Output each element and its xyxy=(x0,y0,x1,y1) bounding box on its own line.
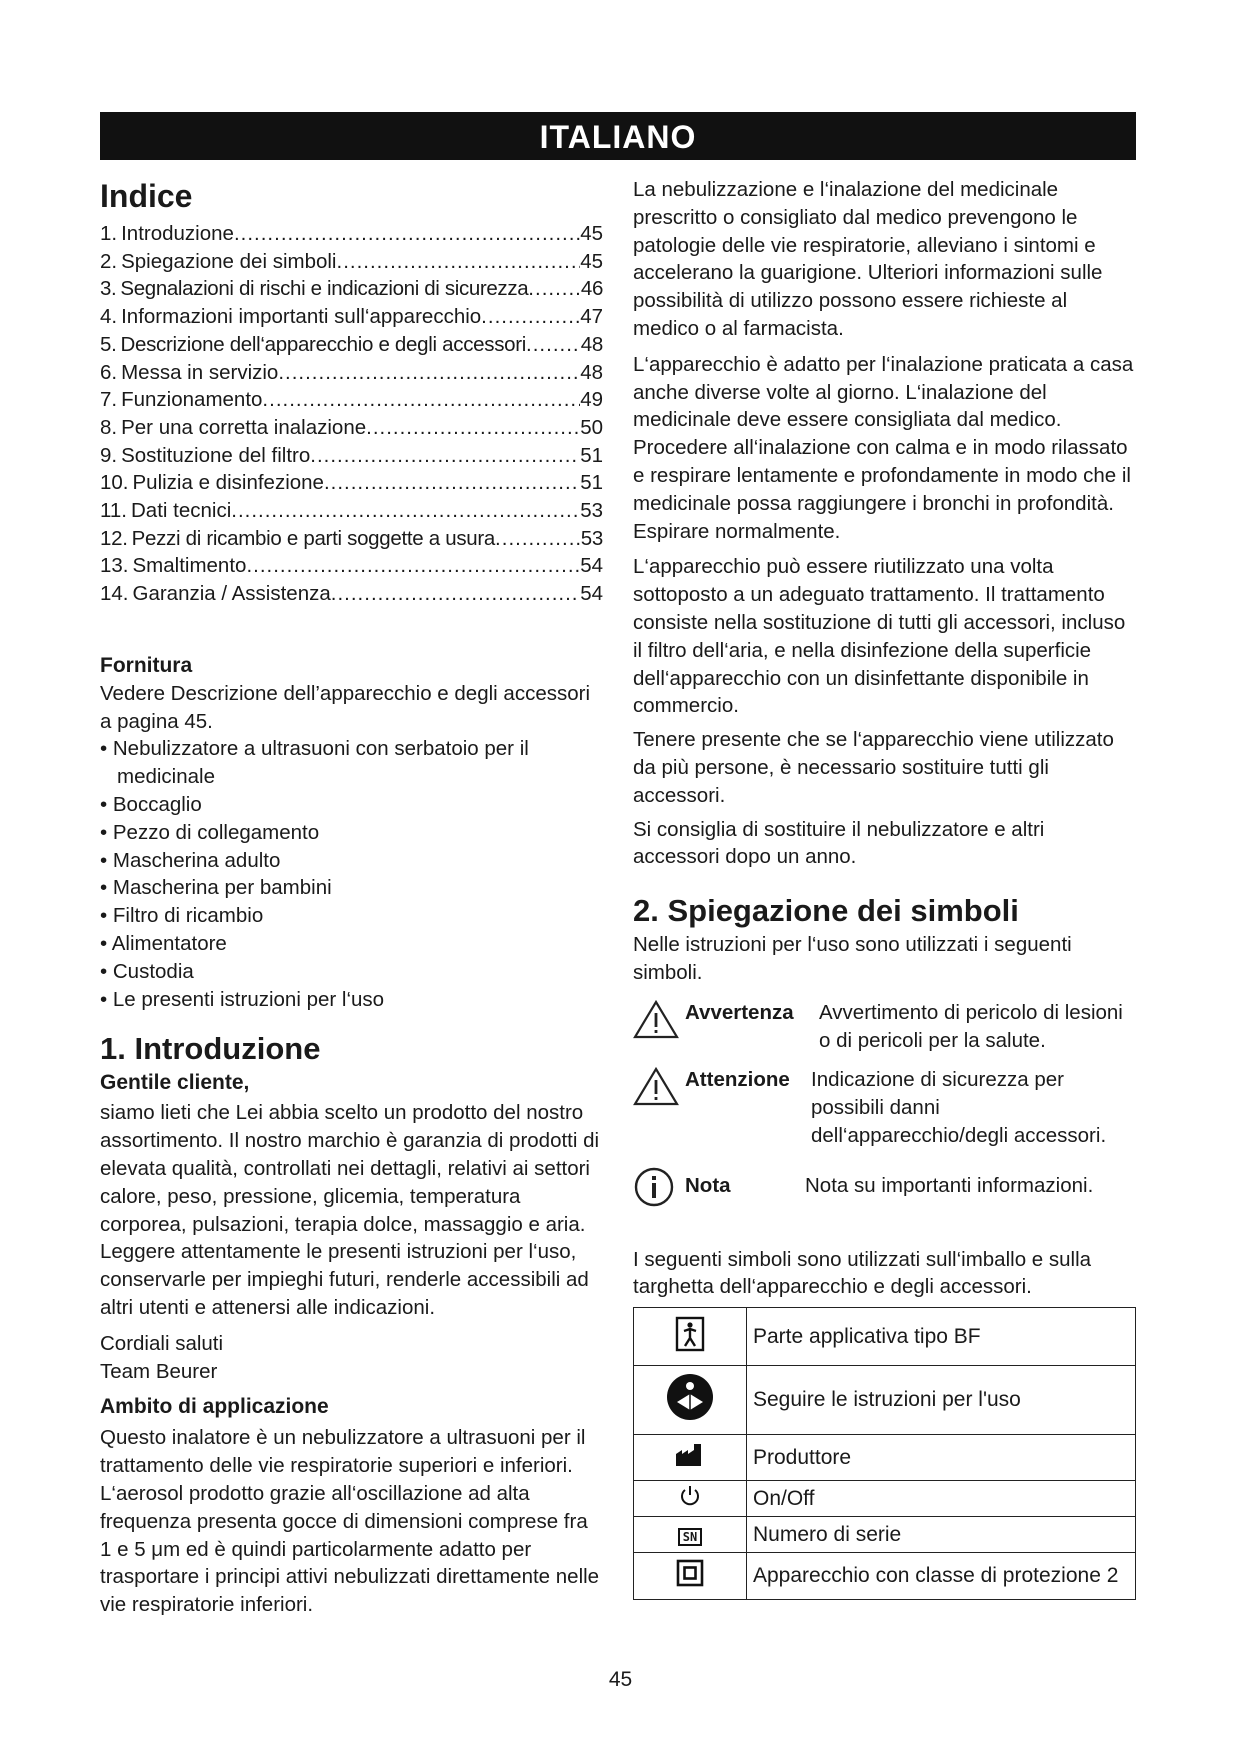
ambito-title: Ambito di applicazione xyxy=(100,1395,329,1419)
note-term: Avvertenza xyxy=(685,1000,794,1024)
list-item: • Pezzo di collegamento xyxy=(100,819,603,847)
table-row xyxy=(634,1366,1136,1435)
toc-item[interactable]: 2. Spiegazione dei simboli ..... 45 xyxy=(100,248,603,276)
warning-triangle-icon xyxy=(633,999,685,1047)
list-item: • Mascherina per bambini xyxy=(100,874,603,902)
paragraph: L‘apparecchio può essere riutilizzato una volta sottoposto a un adeguato trattamento. Il trattamento consiste nella sostituzione di tutti gli accessori, incluso il filtro dell‘aria, e nella disinfezione della superficie dell‘apparecchio con un disinfettante disponibile in commercio. xyxy=(633,555,1126,718)
language-banner: ITALIANO xyxy=(100,112,1136,160)
list-item: • Boccaglio xyxy=(100,791,603,819)
symbol-label: Apparecchio con classe di protezione 2 xyxy=(747,1553,1136,1600)
table-row xyxy=(634,1553,1136,1600)
table-row xyxy=(634,1308,1136,1366)
note-info xyxy=(633,1166,1136,1216)
note-caution xyxy=(633,1066,1136,1149)
note-term: Attenzione xyxy=(685,1068,790,1092)
table-row xyxy=(634,1435,1136,1481)
list-item: • Alimentatore xyxy=(100,930,603,958)
fornitura-title: Fornitura xyxy=(100,653,193,677)
class2-icon xyxy=(634,1553,747,1600)
toc-item[interactable]: 4. Informazioni importanti sull‘apparecchio ..... 47 xyxy=(100,303,603,331)
list-item: • Custodia xyxy=(100,958,603,986)
closing-greeting: Cordiali saluti xyxy=(100,1331,224,1355)
toc-item[interactable]: 12. Pezzi di ricambio e parti soggette a usura ..... 53 xyxy=(100,525,603,553)
serial-number-icon: SN xyxy=(634,1517,747,1553)
toc-item[interactable]: 1. Introduzione ..... 45 xyxy=(100,220,603,248)
note-desc: Nota su importanti informazioni. xyxy=(805,1173,1094,1197)
table-of-contents xyxy=(100,220,603,608)
note-warning xyxy=(633,999,1136,1055)
read-manual-icon xyxy=(634,1366,747,1435)
symbol-label: Seguire le istruzioni per l'uso xyxy=(747,1366,1136,1435)
paragraph: La nebulizzazione e l‘inalazione del medicinale prescritto o consigliato dal medico prevengono le patologie delle vie respiratorie, alleviano i sintomi e accelerano la guarigione. Ulteriori informazioni sulle possibilità di utilizzo possono essere richieste al medico o al farmacista. xyxy=(633,178,1103,340)
symbols-heading: 2. Spiegazione dei simboli xyxy=(633,893,1019,929)
toc-item[interactable]: 13. Smaltimento ..... 54 xyxy=(100,552,603,580)
list-item: • Filtro di ricambio xyxy=(100,902,603,930)
toc-item[interactable]: 8. Per una corretta inalazione ..... 50 xyxy=(100,414,603,442)
toc-item[interactable]: 5. Descrizione dell‘apparecchio e degli accessori ..... 48 xyxy=(100,331,603,359)
type-bf-icon xyxy=(634,1308,747,1366)
list-item: • Le presenti istruzioni per l‘uso xyxy=(100,986,603,1014)
list-item: • Mascherina adulto xyxy=(100,847,603,875)
table-row xyxy=(634,1481,1136,1517)
toc-item[interactable]: 10. Pulizia e disinfezione ..... 51 xyxy=(100,469,603,497)
left-column xyxy=(100,176,603,1619)
symbols-table xyxy=(633,1307,1136,1600)
right-column xyxy=(633,176,1136,1600)
note-term: Nota xyxy=(685,1173,731,1197)
introduzione-heading: 1. Introduzione xyxy=(100,1031,321,1067)
table-row xyxy=(634,1517,1136,1553)
paragraph: Tenere presente che se l‘apparecchio viene utilizzato da più persone, è necessario sostituire tutti gli accessori. xyxy=(633,728,1114,807)
paragraph: Si consiglia di sostituire il nebulizzatore e altri accessori dopo un anno. xyxy=(633,817,1045,869)
toc-item[interactable]: 14. Garanzia / Assistenza ..... 54 xyxy=(100,580,603,608)
symbol-label: Numero di serie xyxy=(747,1517,1136,1553)
note-desc: Avvertimento di pericolo di lesioni o di pericoli per la salute. xyxy=(819,1000,1123,1052)
paragraph: L‘apparecchio è adatto per l‘inalazione praticata a casa anche diverse volte al giorno. L‘inalazione del medicinale deve essere consigliata dal medico. Procedere all‘inalazione con calma e in modo rilassato e respirare lentamente e profondamente in modo che il medicinale possa raggiungere i bronchi in profondità. Espirare normalmente. xyxy=(633,352,1134,543)
fornitura-intro: Vedere Descrizione dell’apparecchio e degli accessori a pagina 45. xyxy=(100,681,590,733)
index-title: Indice xyxy=(100,178,193,214)
symbols-intro: Nelle istruzioni per l‘uso sono utilizzati i seguenti simboli. xyxy=(633,933,1072,984)
symbol-label: Produttore xyxy=(747,1435,1136,1481)
power-icon xyxy=(634,1481,747,1517)
symbol-label: On/Off xyxy=(747,1481,1136,1517)
toc-item[interactable]: 9. Sostituzione del filtro ..... 51 xyxy=(100,442,603,470)
toc-item[interactable]: 7. Funzionamento ..... 49 xyxy=(100,386,603,414)
closing-signature: Team Beurer xyxy=(100,1359,218,1383)
toc-item[interactable]: 3. Segnalazioni di rischi e indicazioni di sicurezza ..... 46 xyxy=(100,275,603,303)
table-intro: I seguenti simboli sono utilizzati sull‘imballo e sulla targhetta dell‘apparecchio e degli accessori. xyxy=(633,1247,1092,1299)
greeting: Gentile cliente, xyxy=(100,1071,250,1095)
info-circle-icon xyxy=(633,1166,685,1216)
list-item: • Nebulizzatore a ultrasuoni con serbatoio per il medicinale xyxy=(100,735,603,791)
page-number: 45 xyxy=(608,1668,633,1691)
note-desc: Indicazione di sicurezza per possibili danni dell‘apparecchio/degli accessori. xyxy=(811,1068,1107,1147)
toc-item[interactable]: 11. Dati tecnici ..... 53 xyxy=(100,497,603,525)
ambito-body: Questo inalatore è un nebulizzatore a ultrasuoni per il trattamento delle vie respiratorie superiori e inferiori. L‘aerosol prodotto grazie all‘oscillazione ad alta frequenza presenta gocce di dimensioni comprese fra 1 e 5 μm ed è quindi particolarmente adatto per trasportare i principi attivi nebulizzati direttamente nelle vie respiratorie inferiori. xyxy=(100,1426,600,1617)
symbol-label: Parte applicativa tipo BF xyxy=(747,1308,1136,1366)
fornitura-list xyxy=(100,735,603,1013)
manufacturer-icon xyxy=(634,1435,747,1481)
caution-triangle-icon xyxy=(633,1066,685,1114)
intro-body: siamo lieti che Lei abbia scelto un prodotto del nostro assortimento. Il nostro marchio è garanzia di prodotti di elevata qualità, controllati nei dettagli, relativi ai settori calore, peso, pressione, glicemia, temperatura corporea, pulsazioni, terapia dolce, massaggio e aria. Leggere attentamente le presenti istruzioni per l‘uso, conservarle per impieghi futuri, renderle accessibili ad altri utenti e attenersi alle indicazioni. xyxy=(100,1101,600,1319)
toc-item[interactable]: 6. Messa in servizio ..... 48 xyxy=(100,359,603,387)
